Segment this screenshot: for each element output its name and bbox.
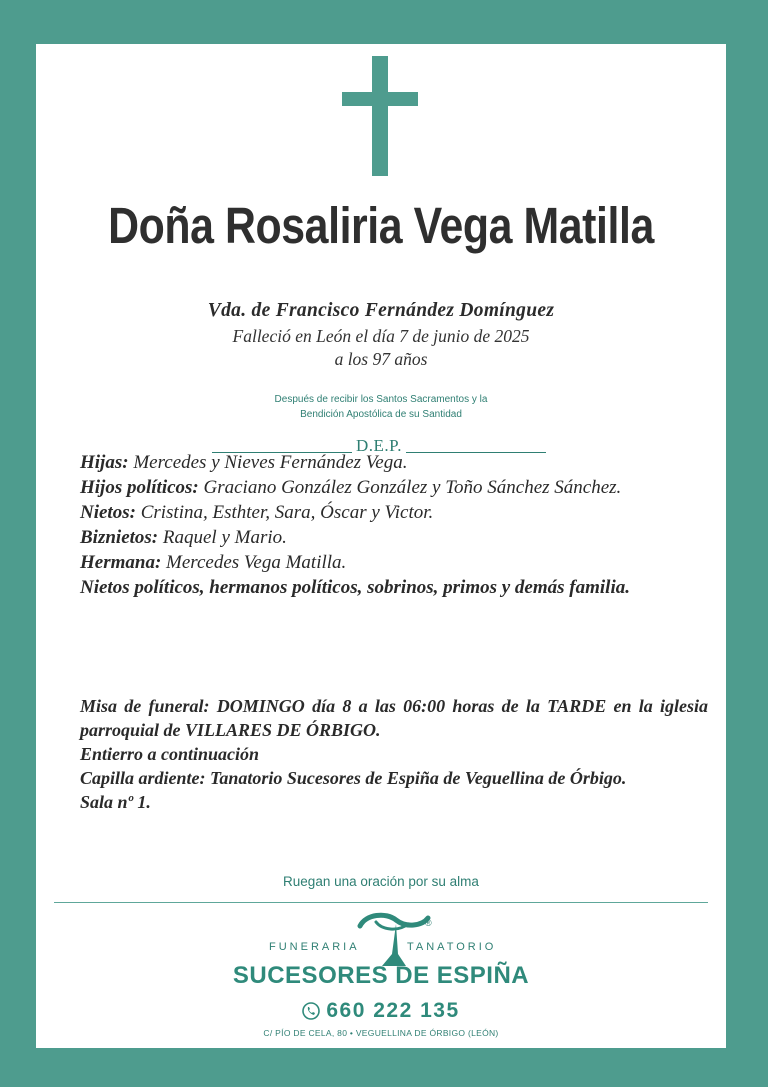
funeral-room: Sala nº 1. xyxy=(80,792,151,812)
prayer-request: Ruegan una oración por su alma xyxy=(283,874,479,889)
phone-icon xyxy=(302,1002,320,1020)
widow-of: Vda. de Francisco Fernández Domínguez xyxy=(207,300,555,321)
family-label: Hijas: xyxy=(80,452,129,473)
address: C/ PÍO DE CELA, 80 • VEGUELLINA DE ÓRBIGO (LEÓN) xyxy=(263,1028,499,1038)
family-row-sister xyxy=(80,550,708,575)
family-row-grandchildren xyxy=(80,500,708,525)
family-row-daughters xyxy=(80,450,708,475)
family-text: Cristina, Esthter, Sara, Óscar y Victor. xyxy=(140,502,434,523)
death-date: Falleció en León el día 7 de junio de 2025 xyxy=(232,326,530,346)
tanatorio-label: TANATORIO xyxy=(407,941,497,953)
family-label: Nietos: xyxy=(80,502,136,523)
family-label: Biznietos: xyxy=(80,527,159,548)
family-list xyxy=(80,450,708,600)
family-text: Graciano González González y Toño Sánchez Sánchez. xyxy=(203,477,622,498)
family-label: Hermana: xyxy=(80,552,162,573)
sacraments-line-1: Después de recibir los Santos Sacramentos y la xyxy=(274,394,488,405)
family-row-sons-in-law xyxy=(80,475,708,500)
sacraments-note xyxy=(36,392,726,422)
cross-icon xyxy=(342,56,418,176)
phone-block xyxy=(36,999,726,1023)
funeral-chapel: Capilla ardiente: Tanatorio Sucesores de Espiña de Veguellina de Órbigo. xyxy=(80,768,627,788)
family-label: Hijos políticos: xyxy=(80,477,199,498)
family-text: Mercedes y Nieves Fernández Vega. xyxy=(133,452,408,473)
family-row-extended: Nietos políticos, hermanos políticos, sobrinos, primos y demás familia. xyxy=(80,577,630,598)
registered-mark: ® xyxy=(425,918,432,928)
sacraments-line-2: Bendición Apostólica de su Santidad xyxy=(300,409,462,420)
funeraria-label: FUNERARIA xyxy=(269,941,360,953)
family-row-great-grandchildren xyxy=(80,525,708,550)
dep-text: D.E.P. xyxy=(356,436,402,455)
funeral-details xyxy=(80,694,708,814)
funeral-mass: Misa de funeral: DOMINGO día 8 a las 06:00 horas de la TARDE en la iglesia parroquial de VILLARES DE ÓRBIGO. xyxy=(80,696,708,740)
deceased-name: Doña Rosaliria Vega Matilla xyxy=(108,197,654,254)
funeral-home-logo-icon xyxy=(352,910,436,968)
family-text: Mercedes Vega Matilla. xyxy=(166,552,347,573)
footer-divider xyxy=(54,902,708,903)
brand-name: SUCESORES DE ESPIÑA xyxy=(232,962,530,989)
obituary-card xyxy=(36,44,726,1048)
family-text: Raquel y Mario. xyxy=(162,527,287,548)
age: a los 97 años xyxy=(334,349,428,369)
phone-number: 660 222 135 xyxy=(326,999,460,1022)
funeral-burial: Entierro a continuación xyxy=(80,744,260,764)
